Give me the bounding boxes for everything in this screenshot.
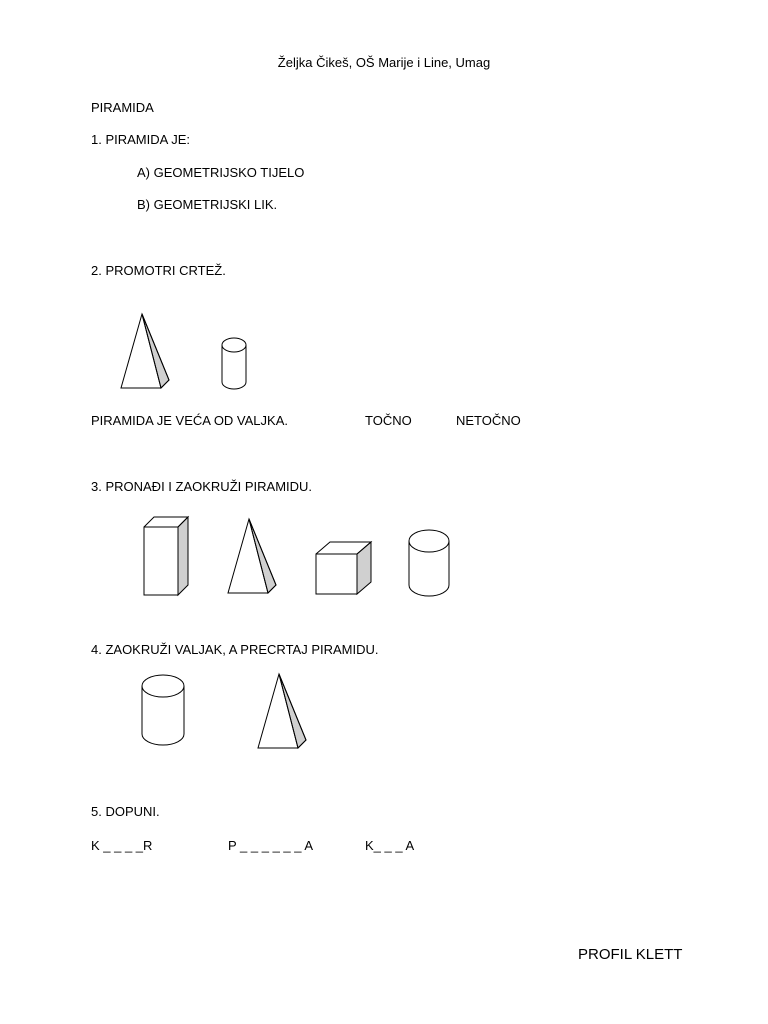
blank-word-2[interactable]: P _ _ _ _ _ _ A xyxy=(228,838,314,853)
cylinder-top xyxy=(222,338,246,352)
blank-word-3[interactable]: K_ _ _ A xyxy=(365,838,415,853)
cylinder-top xyxy=(142,675,184,697)
author-line: Željka Čikeš, OŠ Marije i Line, Umag xyxy=(277,55,491,70)
cube-front-face xyxy=(316,554,357,594)
question-5: 5. DOPUNI. xyxy=(91,804,160,819)
cylinder-figure-q3[interactable] xyxy=(405,527,455,602)
false-option[interactable]: NETOČNO xyxy=(456,413,521,428)
cuboid-side-face xyxy=(178,517,188,595)
worksheet-title: PIRAMIDA xyxy=(91,100,154,115)
cuboid-front-face xyxy=(144,527,178,595)
cube-side-face xyxy=(357,542,371,594)
question-3: 3. PRONAĐI I ZAOKRUŽI PIRAMIDU. xyxy=(91,479,313,494)
publisher-brand: PROFIL KLETT xyxy=(578,946,683,963)
statement-q2: PIRAMIDA JE VEĆA OD VALJKA. xyxy=(91,413,288,428)
option-b[interactable]: B) GEOMETRIJSKI LIK. xyxy=(137,197,278,212)
pyramid-figure-q3[interactable] xyxy=(222,515,282,597)
question-4: 4. ZAOKRUŽI VALJAK, A PRECRTAJ PIRAMIDU. xyxy=(91,642,379,657)
cuboid-figure-q3[interactable] xyxy=(140,515,195,600)
question-2: 2. PROMOTRI CRTEŽ. xyxy=(91,263,226,278)
pyramid-figure-q2 xyxy=(115,310,175,392)
cylinder-figure-q4[interactable] xyxy=(138,672,190,752)
question-1: 1. PIRAMIDA JE: xyxy=(91,132,190,147)
blank-word-1[interactable]: K _ _ _ _R xyxy=(91,838,153,853)
cylinder-top xyxy=(409,530,449,552)
option-a[interactable]: A) GEOMETRIJSKO TIJELO xyxy=(137,165,305,180)
cylinder-body xyxy=(142,686,184,745)
pyramid-figure-q4[interactable] xyxy=(252,670,312,752)
true-option[interactable]: TOČNO xyxy=(365,413,412,428)
cube-figure-q3[interactable] xyxy=(312,538,377,598)
cylinder-figure-q2 xyxy=(220,336,250,392)
